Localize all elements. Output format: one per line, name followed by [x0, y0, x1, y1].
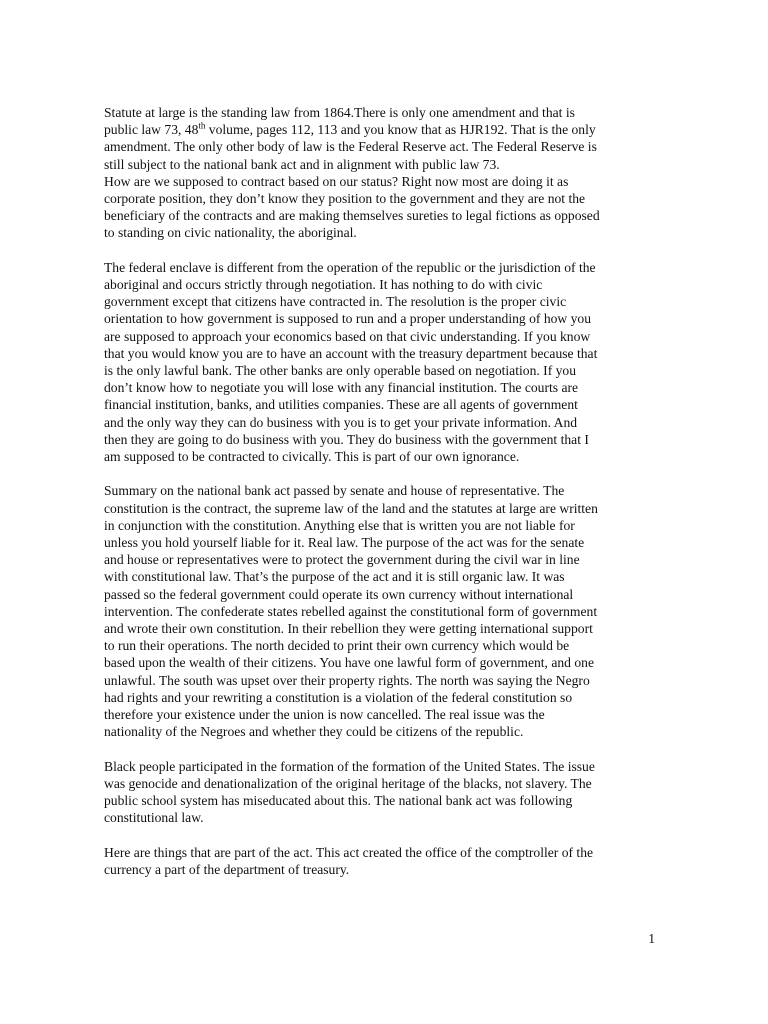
- paragraph-text: Statute at large is the standing law from 1864.There is only one amendment and that is public law 73, 48: [104, 105, 575, 138]
- paragraph-federal-enclave: The federal enclave is different from the operation of the republic or the jurisdiction of the aboriginal and occurs strictly through negotiation. It has nothing to do with civic government except that citizens have contracted in. The resolution is the proper civic orientation to how government is supposed to run and a proper understanding of how you are supposed to approach your economics based on that civic understanding. If you know that you would know you are to have an account with the treasury department because that is the only lawful bank. The other banks are only operable based on negotiation. If you don’t know how to negotiate you will lose with any financial institution. The courts are financial institution, banks, and utilities companies. These are all agents of government and the only way they can do business with you is to get your private information. And then they are going to do business with you. They do business with the government that I am supposed to be contracted to civically. This is part of our own ignorance.: [104, 259, 598, 465]
- document-body: [104, 104, 656, 895]
- paragraph-black-people-formation: Black people participated in the formation of the formation of the United States. The issue was genocide and denationalization of the original heritage of the blacks, not slavery. The public school system has miseducated about this. The national bank act was following constitutional law.: [104, 758, 595, 826]
- paragraph-statute-at-large: [104, 104, 656, 173]
- paragraph-national-bank-act-summary: Summary on the national bank act passed by senate and house of representative. The constitution is the contract, the supreme law of the land and the statutes at large are written in conjunction with the constitution. Anything else that is written you are not liable for unless you hold yourself liable for it. Real law. The purpose of the act was for the senate and house or representatives were to protect the government during the civil war in line with constitutional law. That’s the purpose of the act and it is still organic law. It was passed so the federal government could operate its own currency without international intervention. The confederate states rebelled against the constitutional form of government and wrote their own constitution. In their rebellion they were getting international support to run their operations. The north decided to print their own currency which would be based upon the wealth of their citizens. You have one lawful form of government, and one unlawful. The south was upset over their property rights. The north was saying the Negro had rights and your rewriting a constitution is a violation of the federal constitution so therefore your existence under the union is now cancelled. The real issue was the nationality of the Negroes and whether they could be citizens of the republic.: [104, 483, 598, 740]
- page-number: 1: [648, 931, 655, 946]
- paragraph-contract-status: How are we supposed to contract based on our status? Right now most are doing it as corporate position, they don’t know they position to the government and they are not the beneficiary of the contracts and are making themselves sureties to legal fictions as opposed to standing on civic nationality, the aboriginal.: [104, 173, 600, 241]
- paragraph-text: volume, pages 112, 113 and you know that as HJR192. That is the only amendment. The only other body of law is the Federal Reserve act. The Federal Reserve is still subject to the national bank act and in alignment with public law 73.: [104, 122, 597, 172]
- paragraph-act-contents: Here are things that are part of the act. This act created the office of the comptroller of the currency a part of the department of treasury.: [104, 844, 594, 877]
- superscript-ordinal: th: [198, 120, 206, 131]
